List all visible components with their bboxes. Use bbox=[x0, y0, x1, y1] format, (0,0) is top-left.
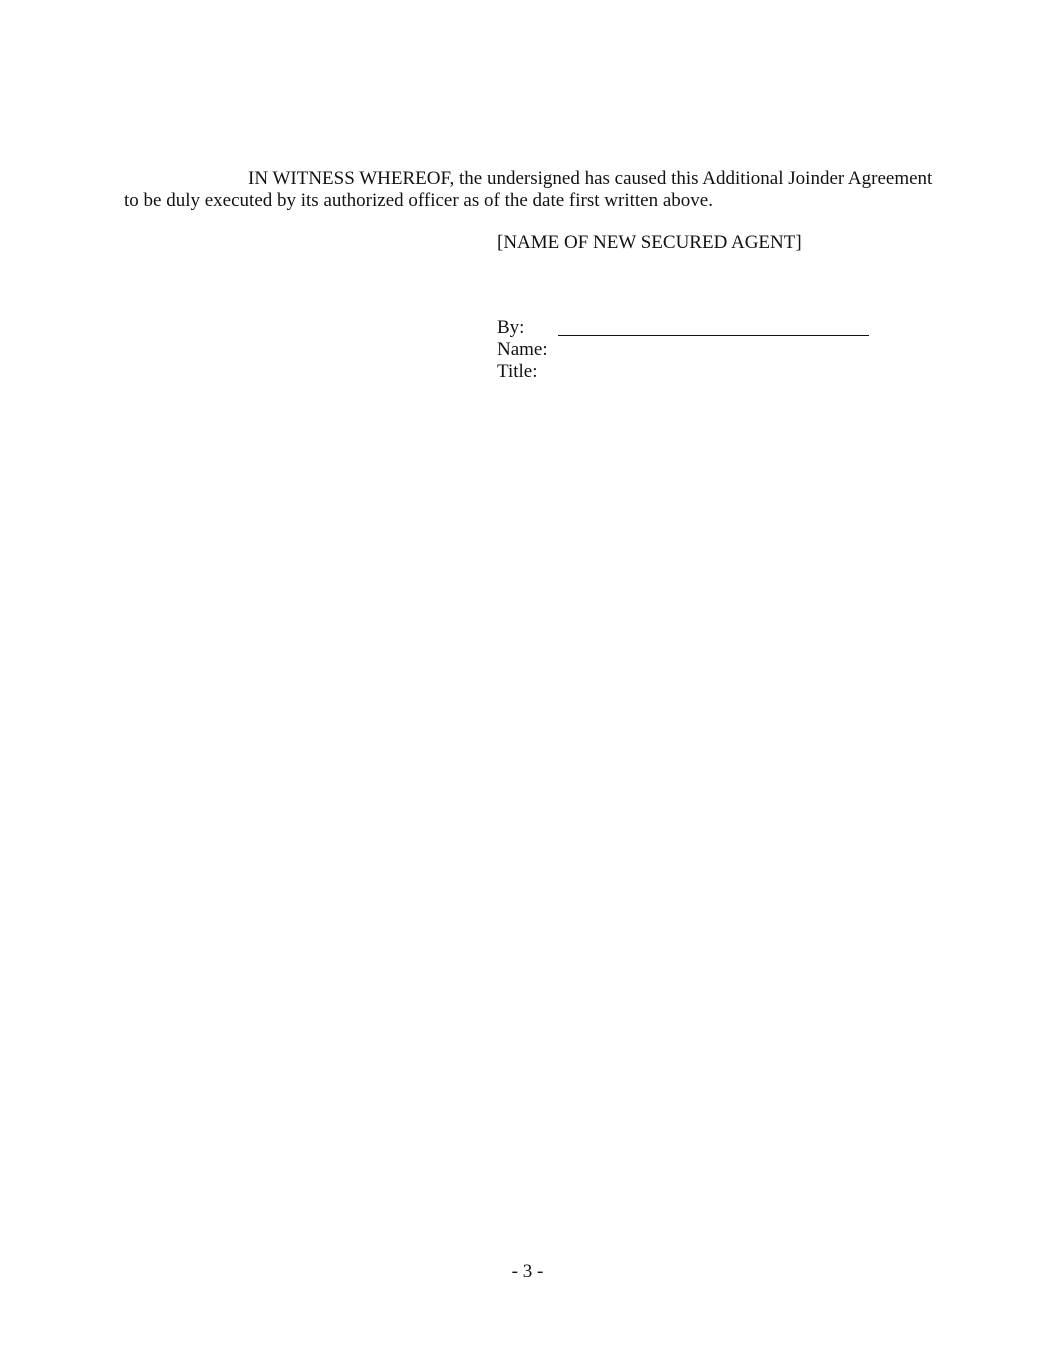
witness-paragraph-line-2: to be duly executed by its authorized officer as of the date first written above. bbox=[124, 190, 713, 211]
signatory-entity-name: [NAME OF NEW SECURED AGENT] bbox=[497, 232, 802, 253]
signature-name-row bbox=[497, 339, 877, 361]
name-label: Name: bbox=[497, 339, 548, 360]
signature-line bbox=[558, 335, 869, 336]
page-number: - 3 - bbox=[511, 1261, 544, 1282]
witness-paragraph-line-1: IN WITNESS WHEREOF, the undersigned has caused this Additional Joinder Agreement bbox=[248, 168, 933, 189]
signature-title-row bbox=[497, 361, 877, 383]
signature-block bbox=[497, 317, 877, 383]
title-label: Title: bbox=[497, 361, 538, 382]
by-label: By: bbox=[497, 317, 525, 338]
signature-by-row bbox=[497, 317, 877, 339]
